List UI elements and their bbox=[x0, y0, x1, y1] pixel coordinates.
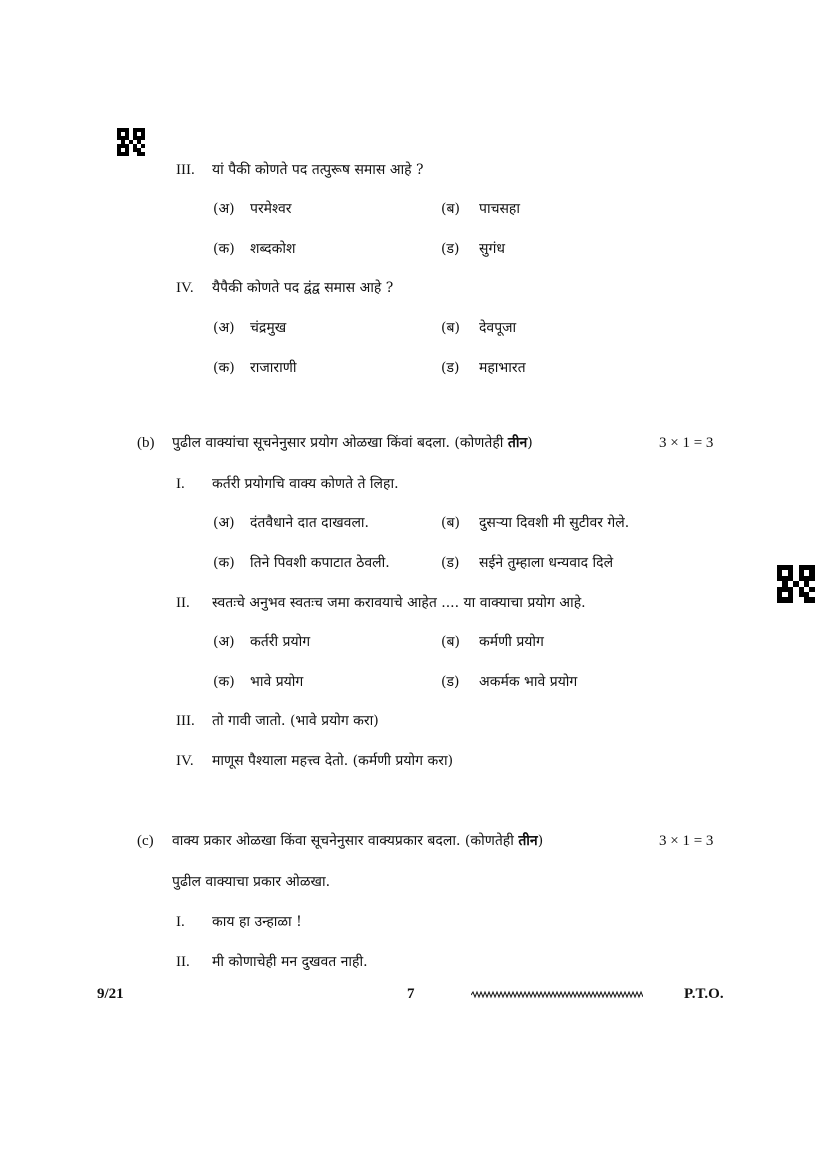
question-number: I. bbox=[176, 476, 185, 492]
option-label: (ब) bbox=[441, 634, 460, 650]
option-text: शब्दकोश bbox=[250, 241, 296, 257]
option-label: (क) bbox=[213, 674, 235, 690]
question-number: II. bbox=[176, 595, 190, 611]
heading-bold: तीन bbox=[518, 833, 538, 849]
question-number: IV. bbox=[176, 280, 194, 296]
option-text: महाभारत bbox=[479, 360, 526, 376]
page-number: 7 bbox=[407, 986, 415, 1002]
section-heading bbox=[172, 832, 543, 850]
question-number: I. bbox=[176, 914, 185, 930]
section-label: (c) bbox=[137, 833, 154, 849]
option-label: (ड) bbox=[441, 555, 460, 571]
option-text: तिने पिवशी कपाटात ठेवली. bbox=[250, 555, 390, 571]
qr-code-right bbox=[777, 565, 815, 603]
section-label: (b) bbox=[137, 435, 155, 451]
question-text: यैपैकी कोणते पद द्वंद्व समास आहे ? bbox=[212, 280, 394, 296]
option-text: अकर्मक भावे प्रयोग bbox=[479, 674, 578, 690]
option-text: कर्तरी प्रयोग bbox=[250, 634, 311, 650]
option-label: (अ) bbox=[213, 634, 235, 650]
question-text: तो गावी जातो. (भावे प्रयोग करा) bbox=[212, 713, 379, 729]
option-label: (ब) bbox=[441, 201, 460, 217]
option-label: (अ) bbox=[213, 320, 235, 336]
heading-text: पुढील वाक्यांचा सूचनेनुसार प्रयोग ओळखा किंवां बदला. (कोणतेही bbox=[172, 435, 504, 451]
option-text: राजाराणी bbox=[250, 360, 297, 376]
heading-text: वाक्य प्रकार ओळखा किंवा सूचनेनुसार वाक्यप्रकार बदला. (कोणतेही bbox=[172, 833, 514, 849]
question-text: काय हा उन्हाळा ! bbox=[212, 914, 302, 930]
wavy-line-decoration bbox=[471, 990, 643, 1000]
question-number: III. bbox=[176, 162, 195, 178]
option-text: दुसऱ्या दिवशी मी सुटीवर गेले. bbox=[479, 515, 630, 531]
marks: 3 × 1 = 3 bbox=[659, 833, 714, 849]
option-label: (अ) bbox=[213, 201, 235, 217]
option-text: देवपूजा bbox=[479, 320, 517, 336]
question-number: II. bbox=[176, 954, 190, 970]
question-text: माणूस पैश्याला महत्त्व देतो. (कर्मणी प्रयोग करा) bbox=[212, 753, 454, 769]
heading-bold: तीन bbox=[507, 435, 528, 451]
pto-label: P.T.O. bbox=[684, 986, 724, 1002]
intro-text: पुढील वाक्याचा प्रकार ओळखा. bbox=[172, 874, 331, 890]
question-text: मी कोणाचेही मन दुखवत नाही. bbox=[212, 954, 368, 970]
option-text: कर्मणी प्रयोग bbox=[479, 634, 544, 650]
option-text: भावे प्रयोग bbox=[250, 674, 304, 690]
question-number: IV. bbox=[176, 753, 194, 769]
option-label: (ड) bbox=[441, 241, 460, 257]
option-label: (क) bbox=[213, 241, 235, 257]
option-label: (ड) bbox=[441, 674, 460, 690]
option-label: (क) bbox=[213, 360, 235, 376]
option-text: दंतवैधाने दात दाखवला. bbox=[250, 515, 370, 531]
heading-close: ) bbox=[527, 435, 533, 451]
option-label: (ड) bbox=[441, 360, 460, 376]
footer-code: 9/21 bbox=[97, 986, 124, 1002]
option-label: (ब) bbox=[441, 320, 460, 336]
heading-close: ) bbox=[537, 833, 544, 849]
question-text: यां पैकी कोणते पद तत्पुरूष समास आहे ? bbox=[212, 162, 424, 178]
question-text: कर्तरी प्रयोगचि वाक्य कोणते ते लिहा. bbox=[212, 476, 399, 492]
marks: 3 × 1 = 3 bbox=[659, 435, 714, 451]
option-text: सुगंध bbox=[479, 241, 505, 257]
question-text: स्वतःचे अनुभव स्वतःच जमा करावयाचे आहेत .... या वाक्याचा प्रयोग आहे. bbox=[212, 595, 586, 611]
option-text: चंद्रमुख bbox=[250, 320, 287, 336]
option-label: (ब) bbox=[441, 515, 460, 531]
option-text: परमेश्वर bbox=[250, 201, 292, 217]
section-heading bbox=[172, 434, 533, 452]
qr-code-top-left bbox=[117, 128, 145, 156]
option-label: (अ) bbox=[213, 515, 235, 531]
question-number: III. bbox=[176, 713, 195, 729]
option-label: (क) bbox=[213, 555, 235, 571]
option-text: सईने तुम्हाला धन्यवाद दिले bbox=[479, 555, 614, 571]
option-text: पाचसहा bbox=[479, 201, 520, 217]
